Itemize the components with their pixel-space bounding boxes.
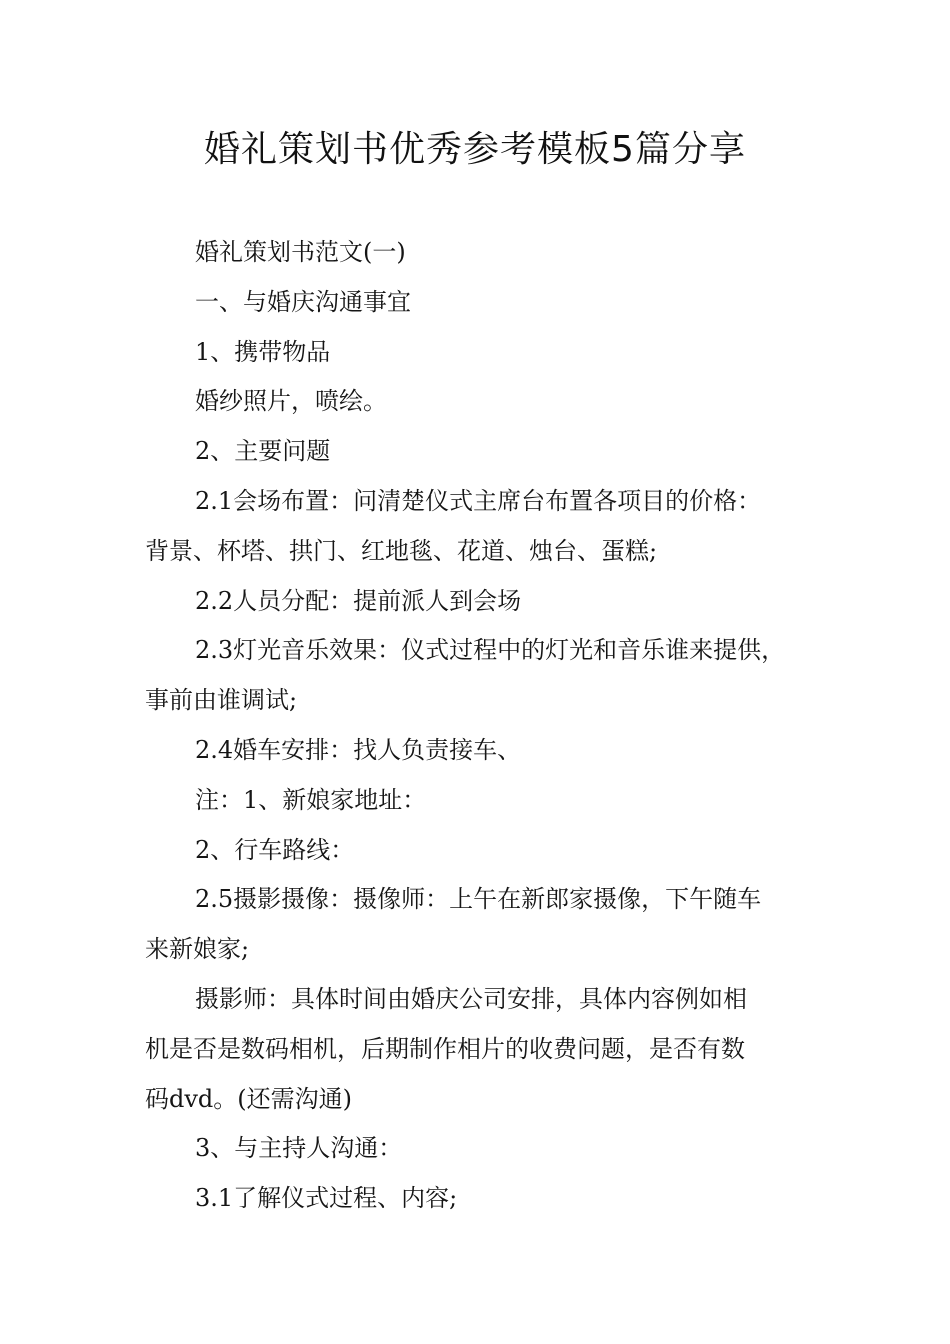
paragraph-line: 码dvd。(还需沟通) — [145, 1084, 353, 1113]
paragraph-line: 事前由谁调试; — [145, 686, 298, 715]
paragraph-line: 婚礼策划书范文(一) — [195, 238, 406, 266]
paragraph-line: 注：1、新娘家地址： — [195, 785, 427, 814]
paragraph-line: 3.1了解仪式过程、内容; — [195, 1184, 458, 1213]
paragraph-line: 3、与主持人沟通： — [195, 1134, 403, 1163]
paragraph-line: 2、主要问题 — [195, 437, 331, 466]
paragraph-line: 婚纱照片，喷绘。 — [195, 387, 387, 416]
paragraph-line: 1、携带物品 — [195, 337, 331, 366]
paragraph-line: 2.3灯光音乐效果：仪式过程中的灯光和音乐谁来提供， — [195, 636, 786, 665]
document-body — [145, 228, 815, 1224]
paragraph-line: 2.5摄影摄像：摄像师：上午在新郎家摄像，下午随车 — [195, 885, 762, 914]
document-title: 婚礼策划书优秀参考模板5篇分享 — [204, 129, 746, 170]
paragraph-line: 2.4婚车安排：找人负责接车、 — [195, 735, 522, 764]
paragraph-line: 机是否是数码相机，后期制作相片的收费问题，是否有数 — [145, 1034, 745, 1063]
paragraph-line: 来新娘家; — [145, 935, 250, 964]
paragraph-line: 2、行车路线： — [195, 835, 355, 864]
paragraph-line: 一、与婚庆沟通事宜 — [195, 287, 411, 316]
paragraph-line: 2.2人员分配：提前派人到会场 — [195, 586, 522, 615]
paragraph-line: 背景、杯塔、拱门、红地毯、花道、烛台、蛋糕; — [145, 536, 658, 565]
paragraph-line: 2.1会场布置：问清楚仪式主席台布置各项目的价格： — [195, 486, 762, 515]
paragraph-line: 摄影师：具体时间由婚庆公司安排，具体内容例如相 — [195, 984, 747, 1013]
